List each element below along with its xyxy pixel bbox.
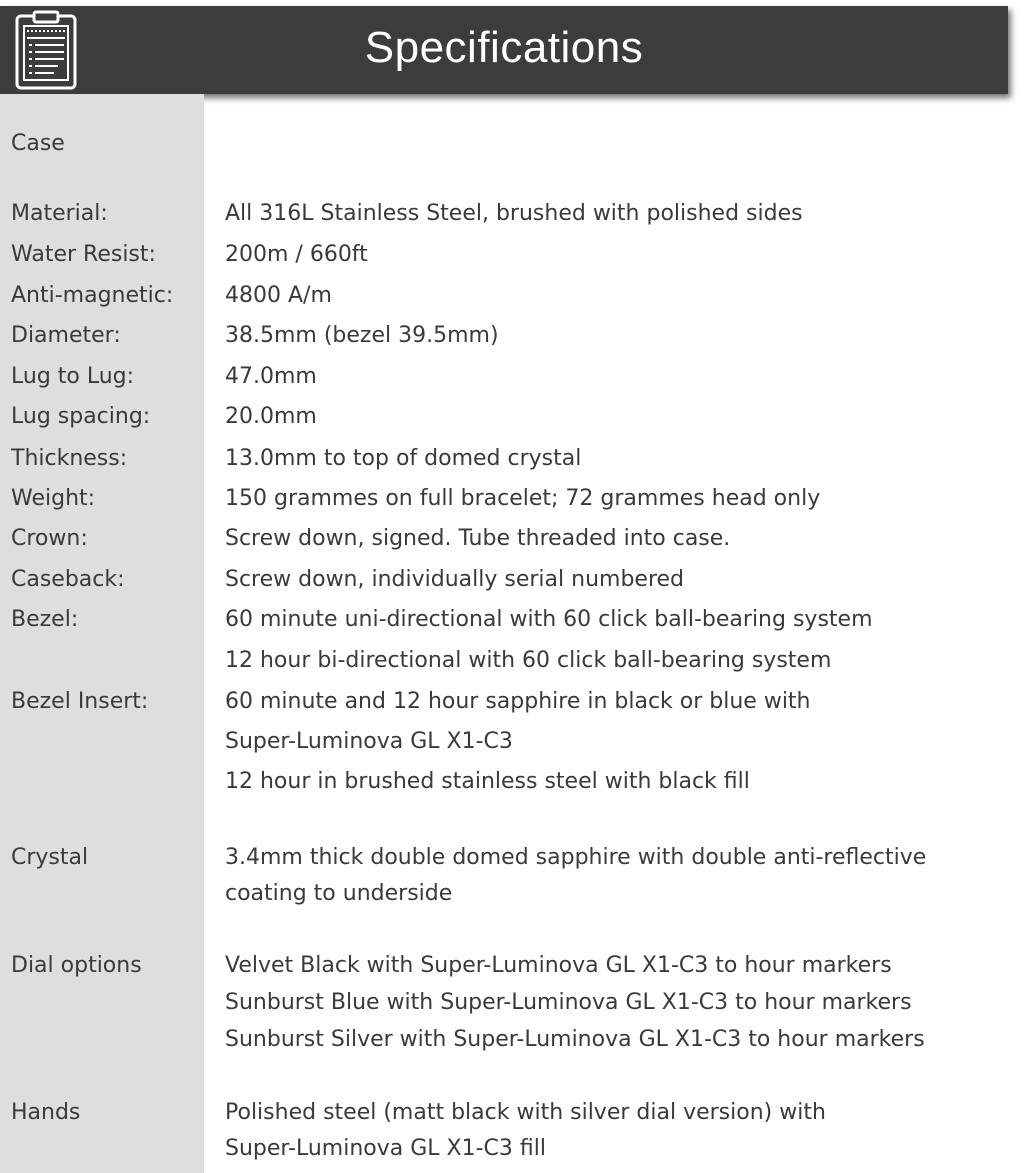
spec-value: Super-Luminova GL X1-C3	[225, 729, 513, 754]
section-label: Case	[11, 131, 65, 156]
spec-label: Crystal	[11, 845, 89, 870]
spec-value: coating to underside	[225, 881, 453, 906]
spec-value: 12 hour in brushed stainless steel with black fill	[225, 769, 750, 794]
spec-label: Bezel:	[11, 607, 79, 632]
spec-value: Screw down, individually serial numbered	[225, 567, 685, 592]
spec-value: 3.4mm thick double domed sapphire with double anti-reflective	[225, 845, 927, 870]
header-bar	[0, 6, 1008, 94]
spec-value: 60 minute and 12 hour sapphire in black or blue with	[225, 689, 811, 714]
spec-label: Weight:	[11, 486, 96, 511]
spec-value: 13.0mm to top of domed crystal	[225, 446, 582, 471]
page-title: Specifications	[364, 23, 644, 72]
spec-label: Water Resist:	[11, 242, 156, 267]
spec-value: 38.5mm (bezel 39.5mm)	[225, 323, 499, 348]
spec-label: Caseback:	[11, 567, 125, 592]
spec-label: Lug spacing:	[11, 404, 151, 429]
spec-value: All 316L Stainless Steel, brushed with polished sides	[225, 201, 803, 226]
spec-label: Hands	[11, 1100, 81, 1125]
spec-label: Lug to Lug:	[11, 364, 135, 389]
spec-label: Material:	[11, 201, 108, 226]
spec-value: 150 grammes on full bracelet; 72 grammes head only	[225, 486, 821, 511]
spec-label: Thickness:	[11, 446, 128, 471]
spec-value: Screw down, signed. Tube threaded into case.	[225, 526, 731, 551]
spec-value: Super-Luminova GL X1-C3 fill	[225, 1136, 546, 1161]
spec-label: Dial options	[11, 953, 142, 978]
spec-label: Crown:	[11, 526, 88, 551]
spec-value: 12 hour bi-directional with 60 click ball-bearing system	[225, 648, 832, 673]
spec-value: Polished steel (matt black with silver dial version) with	[225, 1100, 826, 1125]
spec-value: Sunburst Silver with Super-Luminova GL X1-C3 to hour markers	[225, 1027, 925, 1052]
spec-label: Anti-magnetic:	[11, 283, 174, 308]
spec-value: Sunburst Blue with Super-Luminova GL X1-C3 to hour markers	[225, 990, 912, 1015]
spec-label: Bezel Insert:	[11, 689, 149, 714]
spec-value: 20.0mm	[225, 404, 317, 429]
spec-value: Velvet Black with Super-Luminova GL X1-C3 to hour markers	[225, 953, 892, 978]
spec-value: 4800 A/m	[225, 283, 332, 308]
spec-value: 60 minute uni-directional with 60 click ball-bearing system	[225, 607, 873, 632]
spec-value: 200m / 660ft	[225, 242, 368, 267]
spec-label: Diameter:	[11, 323, 121, 348]
spec-value: 47.0mm	[225, 364, 317, 389]
